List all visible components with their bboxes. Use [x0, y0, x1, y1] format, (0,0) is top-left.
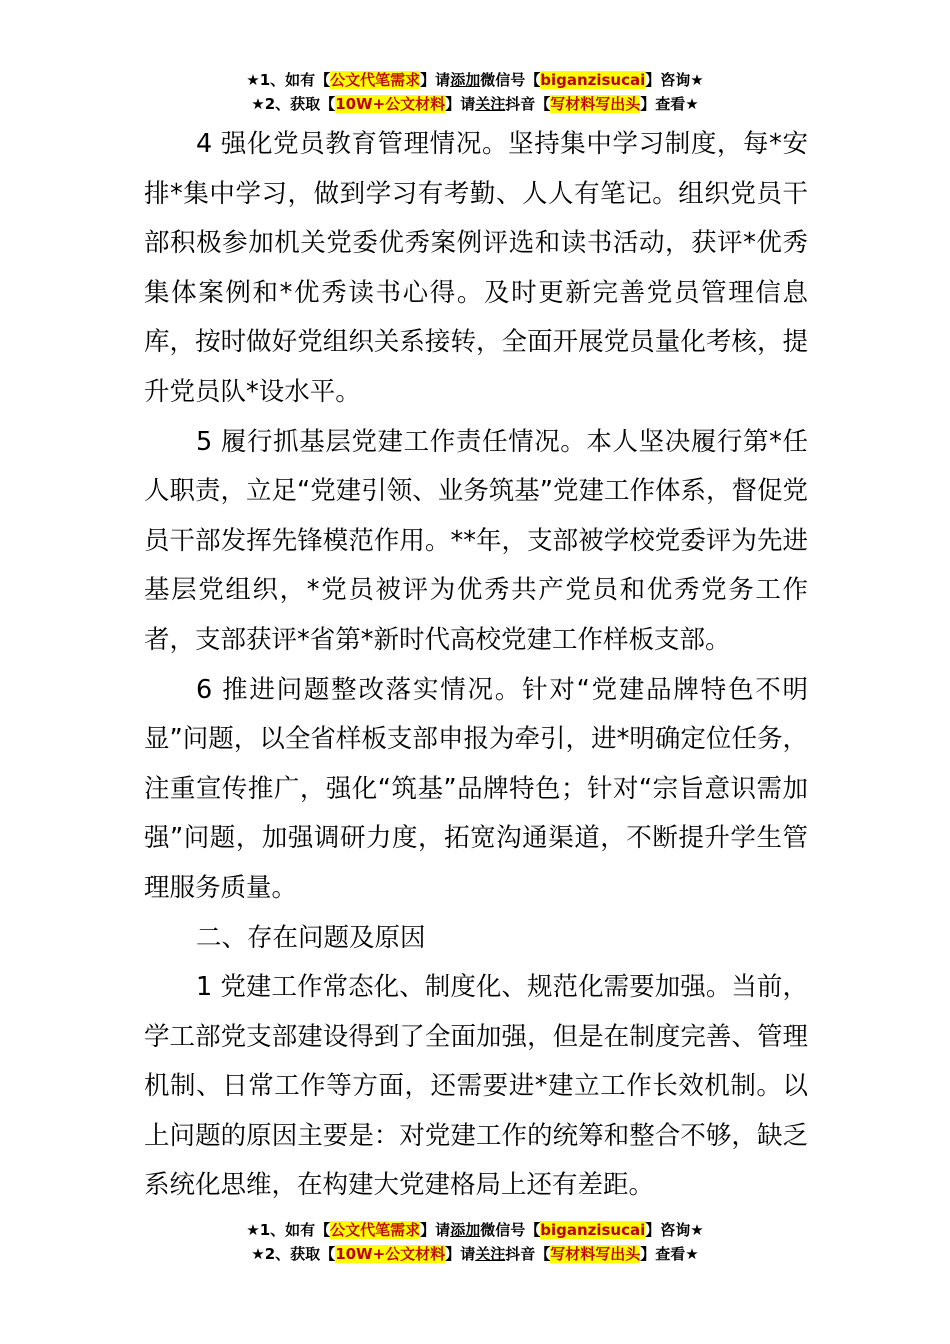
promo-underlined: 关注 [475, 1245, 506, 1263]
paragraph-4: 4 强化党员教育管理情况。坚持集中学习制度，每*安排*集中学习，做到学习有考勤、人人有笔记。组织党员干部积极参加机关党委优秀案例评选和读书活动，获评*优秀集体案例和*优秀读书心得。及时更新完善党员管理信息库，按时做好党组织关系接转，全面开展党员量化考核，提升党员队*设水平。 [144, 129, 808, 407]
promo-wechat-id: biganzisucai [540, 71, 646, 89]
promo-underlined: 添加 [450, 71, 481, 89]
promo-header [0, 68, 950, 116]
promo-text: 抖音【 [505, 95, 551, 113]
promo-text: 】请 [420, 71, 451, 89]
promo-line-2 [0, 1242, 950, 1266]
promo-wechat-id: biganzisucai [540, 1221, 646, 1239]
promo-highlight: 公文代笔需求 [330, 71, 421, 89]
promo-footer [0, 1218, 950, 1266]
promo-line-1 [0, 1218, 950, 1242]
promo-line-2 [0, 92, 950, 116]
promo-highlight: 10W+公文材料 [335, 1245, 446, 1263]
promo-douyin-id: 写材料写出头 [550, 1245, 641, 1263]
promo-douyin-id: 写材料写出头 [550, 95, 641, 113]
promo-underlined: 添加 [450, 1221, 481, 1239]
promo-highlight: 公文代笔需求 [330, 1221, 421, 1239]
promo-line-1 [0, 68, 950, 92]
promo-text: ★1、如有【 [246, 1221, 331, 1239]
promo-text: 微信号【 [480, 71, 541, 89]
promo-text: ★2、获取【 [251, 1245, 336, 1263]
promo-text: ★2、获取【 [251, 95, 336, 113]
paragraph-problem-1: 1 党建工作常态化、制度化、规范化需要加强。当前，学工部党支部建设得到了全面加强，但是在制度完善、管理机制、日常工作等方面，还需要进*建立工作长效机制。以上问题的原因主要是：对党建工作的统筹和整合不够，缺乏系统化思维，在构建大党建格局上还有差距。 [144, 972, 808, 1201]
promo-text: 】咨询★ [645, 1221, 704, 1239]
promo-text: 】查看★ [640, 95, 699, 113]
promo-text: 】请 [420, 1221, 451, 1239]
promo-text: 】查看★ [640, 1245, 699, 1263]
promo-text: 微信号【 [480, 1221, 541, 1239]
document-body [144, 120, 808, 1211]
section-heading: 二、存在问题及原因 [196, 922, 426, 953]
promo-text: 】咨询★ [645, 71, 704, 89]
promo-underlined: 关注 [475, 95, 506, 113]
paragraph-5: 5 履行抓基层党建工作责任情况。本人坚决履行第*任人职责，立足“党建引领、业务筑基”党建工作体系，督促党员干部发挥先锋模范作用。**年，支部被学校党委评为先进基层党组织，*党员被评为优秀共产党员和优秀党务工作者，支部获评*省第*新时代高校党建工作样板支部。 [144, 426, 808, 655]
promo-text: 】请 [445, 95, 476, 113]
promo-text: 】请 [445, 1245, 476, 1263]
promo-text: 抖音【 [505, 1245, 551, 1263]
paragraph-6: 6 推进问题整改落实情况。针对“党建品牌特色不明显”问题，以全省样板支部申报为牵引，进*明确定位任务，注重宣传推广，强化“筑基”品牌特色；针对“宗旨意识需加强”问题，加强调研力度，拓宽沟通渠道，不断提升学生管理服务质量。 [144, 674, 808, 903]
promo-text: ★1、如有【 [246, 71, 331, 89]
promo-highlight: 10W+公文材料 [335, 95, 446, 113]
